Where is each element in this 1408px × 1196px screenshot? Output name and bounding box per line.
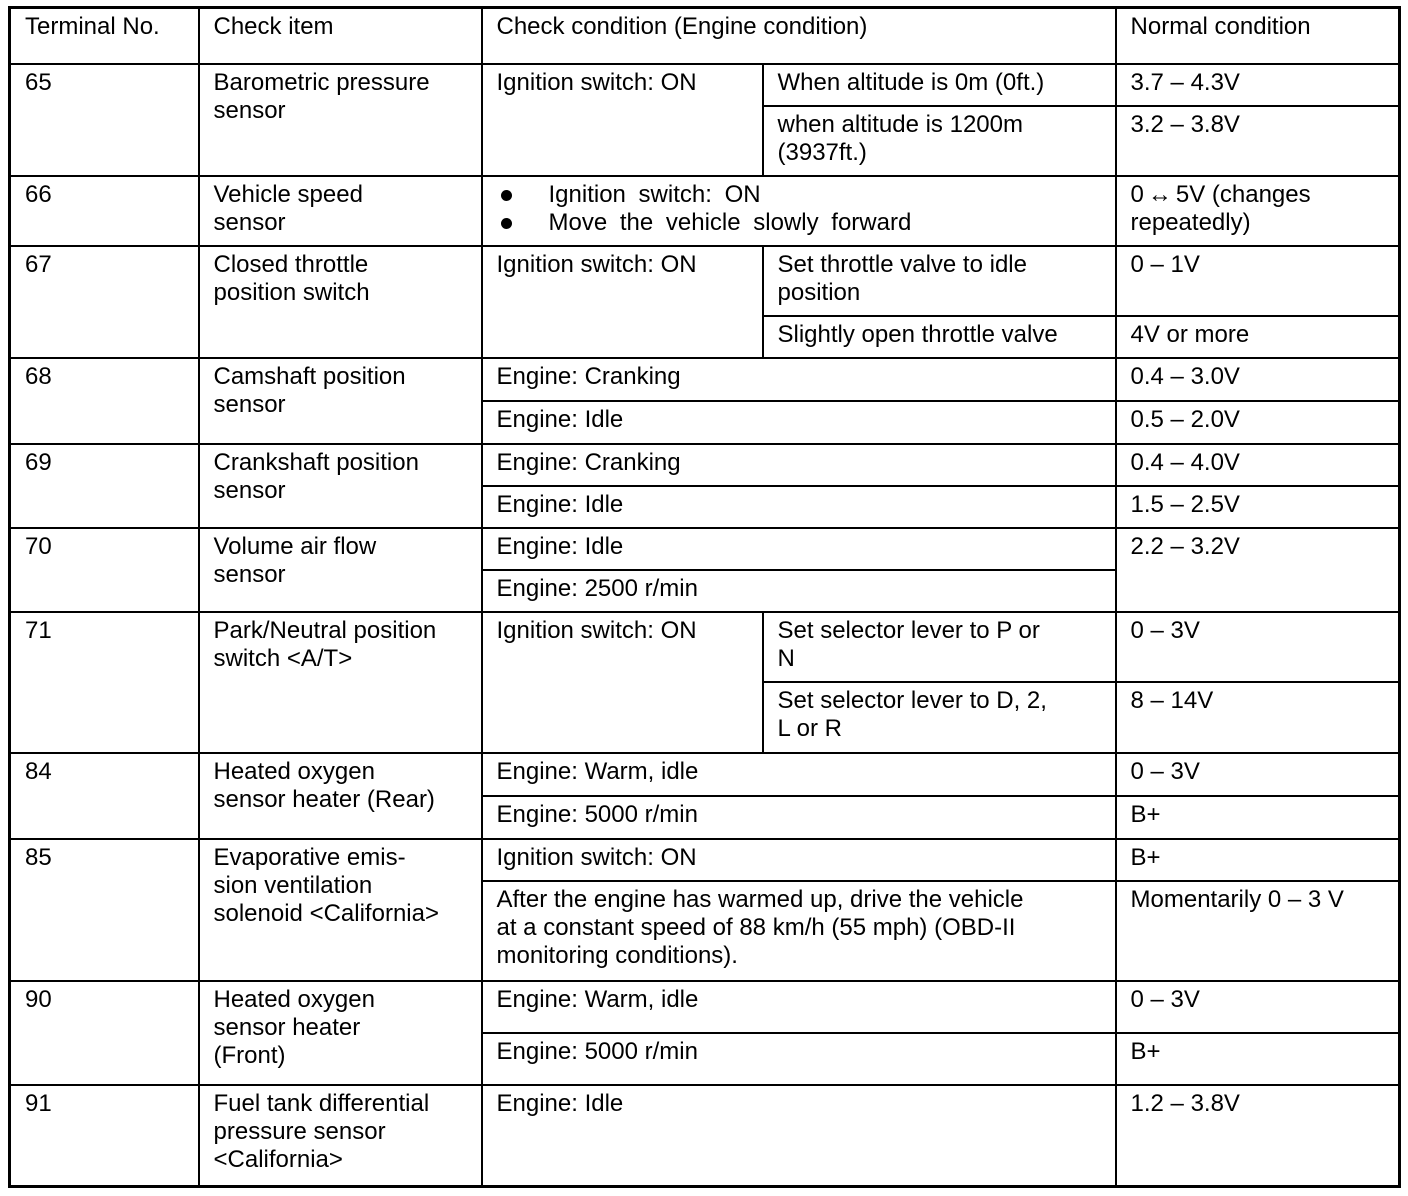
terminal-number: 69 [10, 444, 199, 528]
check-item: Heated oxygen sensor heater (Front) [199, 981, 482, 1085]
check-condition: Engine: Warm, idle [482, 753, 1116, 796]
check-condition: Engine: Cranking [482, 444, 1116, 486]
check-item: Vehicle speed sensor [199, 176, 482, 246]
check-condition: Ignition switch: ON [482, 246, 763, 358]
check-item: Park/Neutral position switch <A/T> [199, 612, 482, 753]
normal-condition: 0 – 1V [1116, 246, 1400, 316]
terminal-number: 91 [10, 1085, 199, 1187]
table-row [10, 528, 1400, 570]
normal-condition: 1.5 – 2.5V [1116, 486, 1400, 528]
table-row [10, 358, 1400, 401]
normal-condition: 8 – 14V [1116, 682, 1400, 753]
check-item: Evaporative emis- sion ventilation solenoid <California> [199, 839, 482, 981]
normal-condition: 4V or more [1116, 316, 1400, 358]
table-row [10, 753, 1400, 796]
check-condition: Engine: Idle [482, 1085, 1116, 1187]
terminal-number: 65 [10, 64, 199, 176]
normal-condition: 1.2 – 3.8V [1116, 1085, 1400, 1187]
terminal-number: 68 [10, 358, 199, 444]
normal-condition: B+ [1116, 1033, 1400, 1085]
check-item: Heated oxygen sensor heater (Rear) [199, 753, 482, 839]
normal-condition: B+ [1116, 796, 1400, 839]
left-right-arrow-icon: ↔ [1147, 180, 1172, 208]
normal-condition: 3.2 – 3.8V [1116, 106, 1400, 176]
check-condition: Ignition switch: ON [482, 64, 763, 176]
check-condition: Engine: Idle [482, 528, 1116, 570]
check-sub-condition: Set selector lever to D, 2, L or R [763, 682, 1116, 753]
check-sub-condition: Set throttle valve to idle position [763, 246, 1116, 316]
table-row [10, 839, 1400, 881]
terminal-number: 84 [10, 753, 199, 839]
check-item: Closed throttle position switch [199, 246, 482, 358]
check-item: Barometric pressure sensor [199, 64, 482, 176]
normal-condition: 3.7 – 4.3V [1116, 64, 1400, 106]
check-item: Crankshaft position sensor [199, 444, 482, 528]
check-sub-condition: when altitude is 1200m (3937ft.) [763, 106, 1116, 176]
normal-condition: Momentarily 0 – 3 V [1116, 881, 1400, 981]
terminal-number: 70 [10, 528, 199, 612]
table-row [10, 1085, 1400, 1187]
check-condition: Engine: 5000 r/min [482, 796, 1116, 839]
header-terminal-no: Terminal No. [10, 8, 199, 64]
terminal-number: 85 [10, 839, 199, 981]
bullet-item: Move the vehicle slowly forward [497, 209, 1103, 237]
normal-condition: 0 ↔ 5V (changes repeatedly) [1116, 176, 1400, 246]
check-item: Fuel tank differential pressure sensor <California> [199, 1085, 482, 1187]
terminal-number: 90 [10, 981, 199, 1085]
terminal-check-table-container [8, 6, 1401, 1188]
check-condition: Engine: Cranking [482, 358, 1116, 401]
terminal-number: 67 [10, 246, 199, 358]
normal-condition: 0.4 – 4.0V [1116, 444, 1400, 486]
table-row [10, 981, 1400, 1033]
header-check-condition: Check condition (Engine condition) [482, 8, 1116, 64]
check-condition: Engine: Idle [482, 486, 1116, 528]
check-condition: Ignition switch: ON [482, 839, 1116, 881]
check-condition: Engine: Warm, idle [482, 981, 1116, 1033]
header-normal-condition: Normal condition [1116, 8, 1400, 64]
normal-condition: 2.2 – 3.2V [1116, 528, 1400, 612]
normal-condition: 0.5 – 2.0V [1116, 401, 1400, 444]
check-condition: Engine: Idle [482, 401, 1116, 444]
table-row [10, 64, 1400, 106]
table-row [10, 612, 1400, 682]
terminal-number: 71 [10, 612, 199, 753]
table-row [10, 444, 1400, 486]
table-header-row [10, 8, 1400, 64]
check-condition: Engine: 5000 r/min [482, 1033, 1116, 1085]
check-condition: After the engine has warmed up, drive the vehicle at a constant speed of 88 km/h (55 mph) (OBD-II monitoring conditions). [482, 881, 1116, 981]
check-sub-condition: Slightly open throttle valve [763, 316, 1116, 358]
header-check-item: Check item [199, 8, 482, 64]
check-sub-condition: When altitude is 0m (0ft.) [763, 64, 1116, 106]
table-row [10, 176, 1400, 246]
check-condition: Engine: 2500 r/min [482, 570, 1116, 612]
check-condition [482, 176, 1116, 246]
check-condition: Ignition switch: ON [482, 612, 763, 753]
bullet-item: Ignition switch: ON [497, 181, 1103, 209]
normal-condition: 0.4 – 3.0V [1116, 358, 1400, 401]
normal-condition: B+ [1116, 839, 1400, 881]
normal-condition: 0 – 3V [1116, 981, 1400, 1033]
normal-condition: 0 – 3V [1116, 753, 1400, 796]
table-row [10, 246, 1400, 316]
terminal-check-table [8, 6, 1401, 1188]
normal-condition: 0 – 3V [1116, 612, 1400, 682]
check-item: Camshaft position sensor [199, 358, 482, 444]
check-sub-condition: Set selector lever to P or N [763, 612, 1116, 682]
terminal-number: 66 [10, 176, 199, 246]
check-item: Volume air flow sensor [199, 528, 482, 612]
